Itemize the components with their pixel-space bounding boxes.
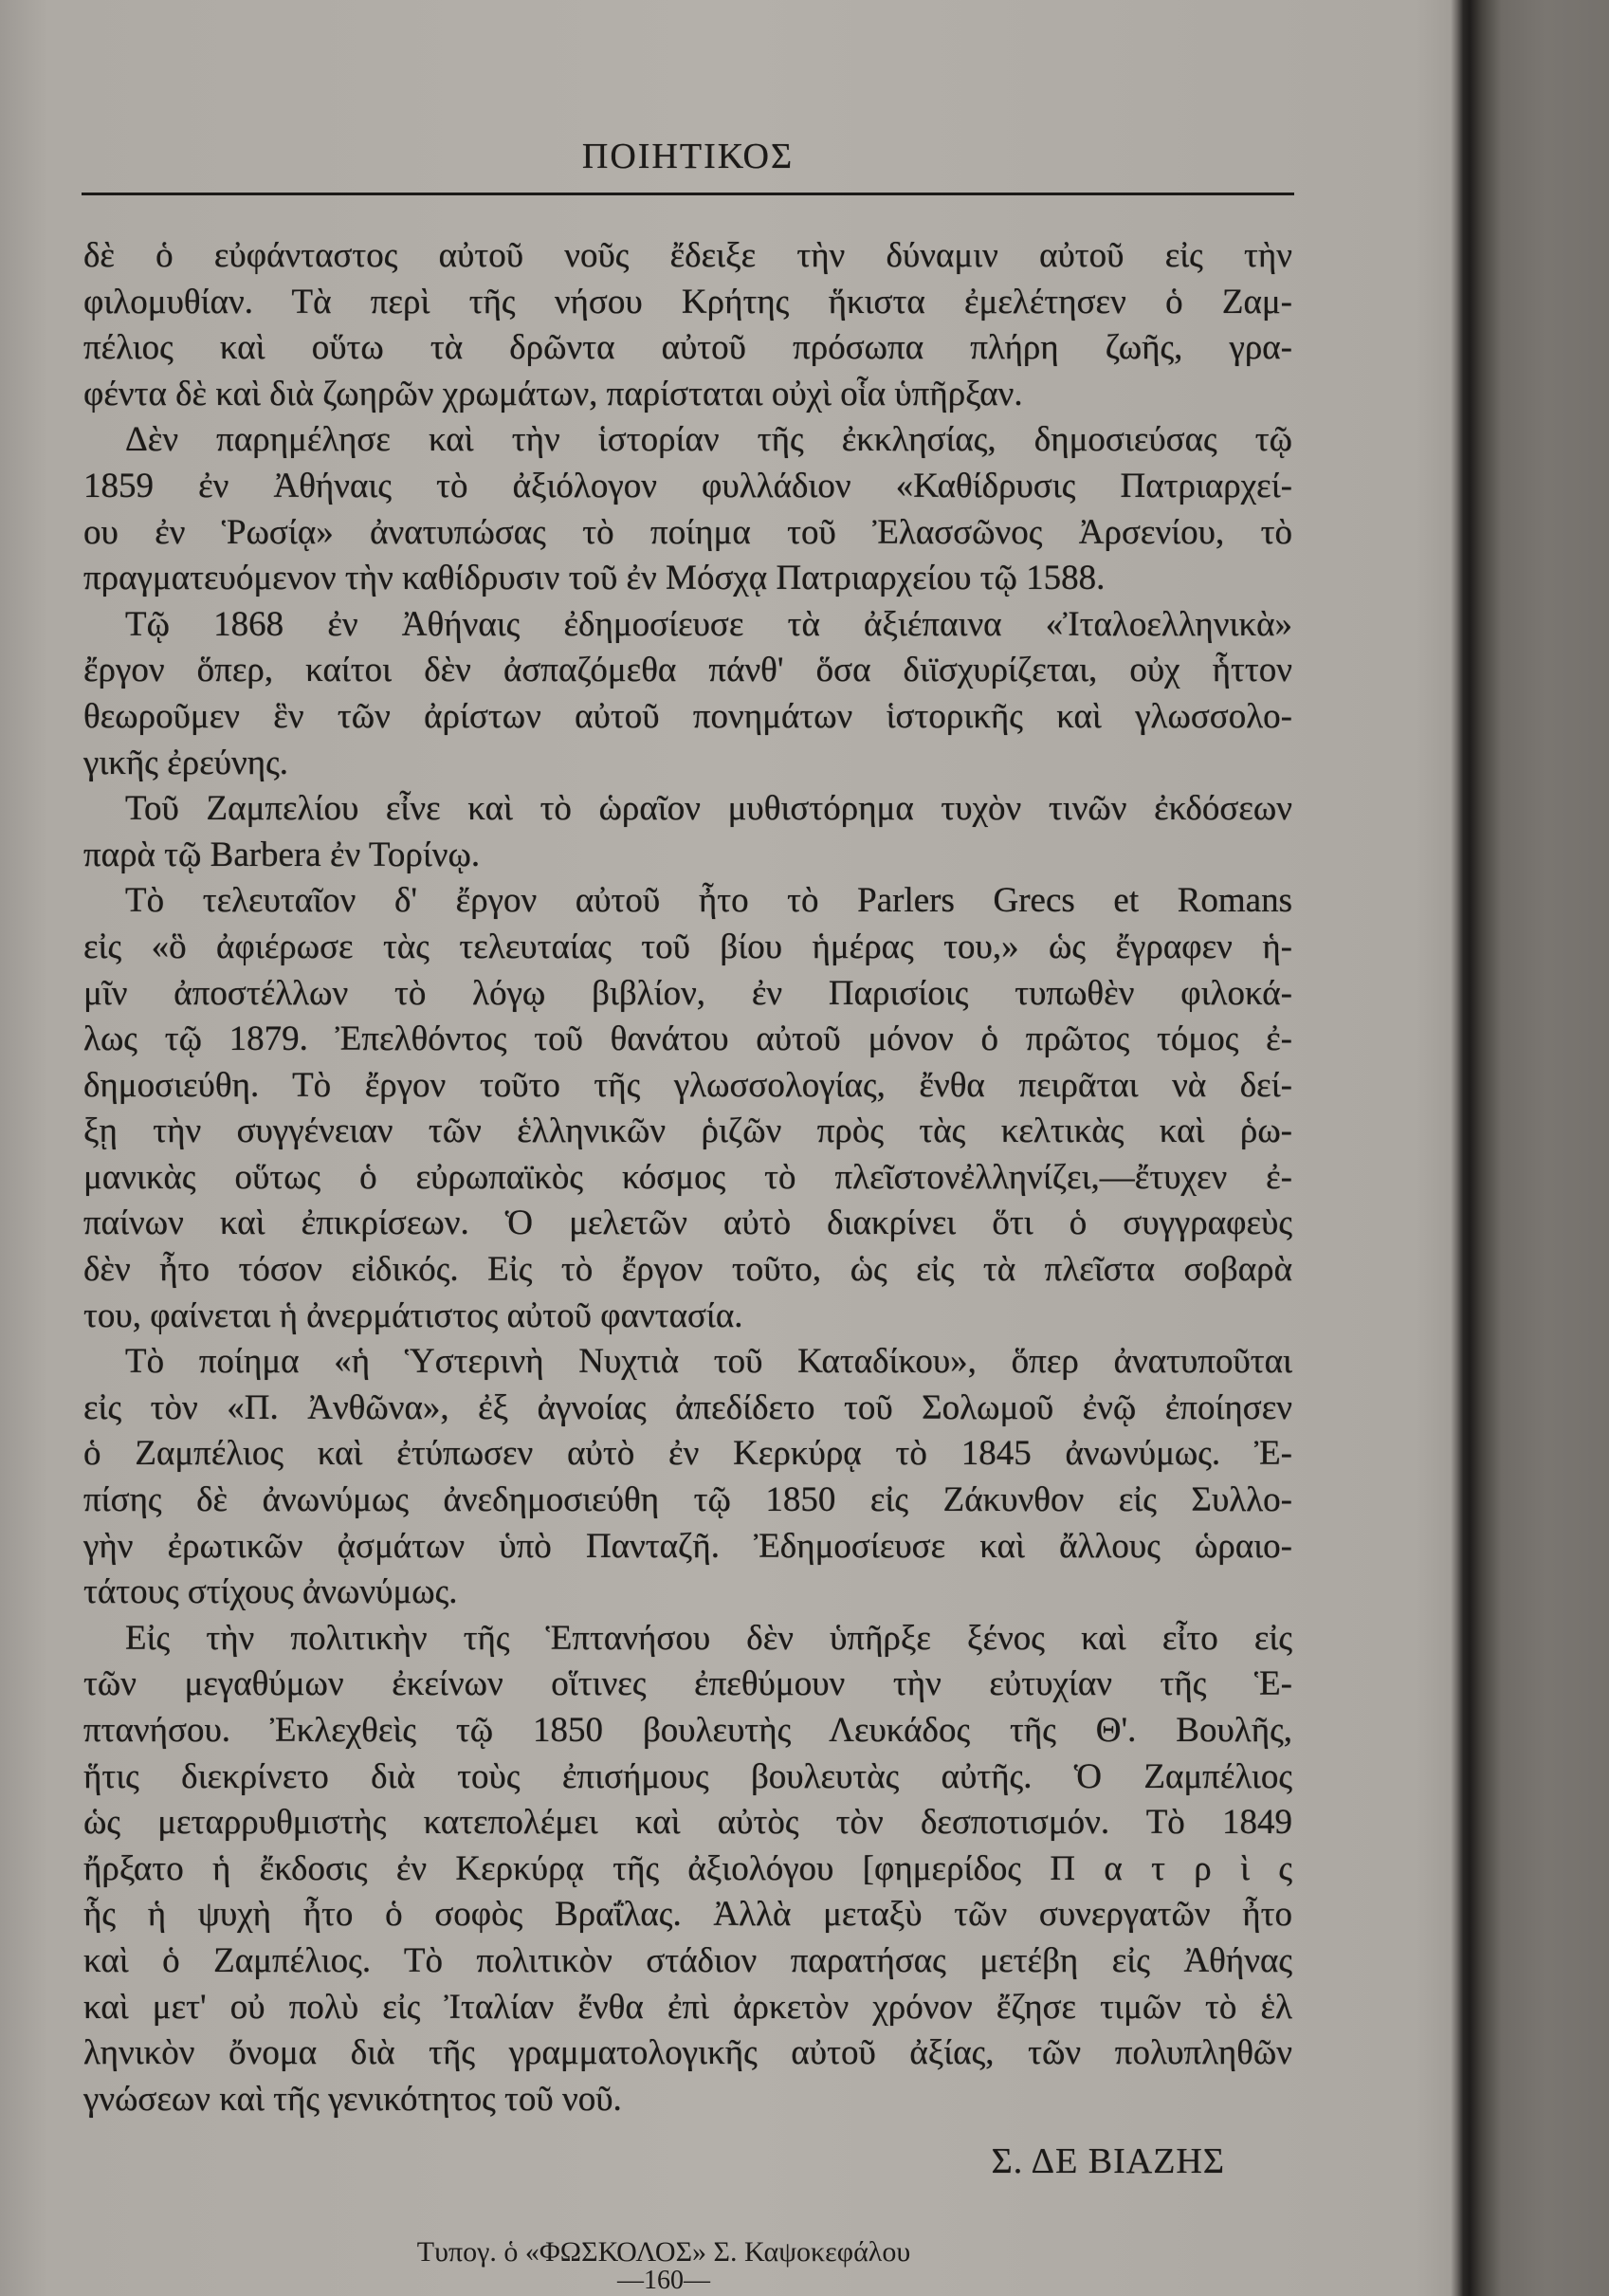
text-line: λως τῷ 1879. Ἐπελθόντος τοῦ θανάτου αὐτοῦ μόνον ὁ πρῶτος τόμος ἐ- xyxy=(83,1019,1292,1059)
text-line: δὲ ὁ εὐφάνταστος αὐτοῦ νοῦς ἔδειξε τὴν δύναμιν αὐτοῦ εἰς τὴν xyxy=(83,236,1292,275)
text-line: θεωροῦμεν ἓν τῶν ἀρίστων αὐτοῦ πονημάτων ἱστορικῆς καὶ γλωσσολο- xyxy=(83,696,1292,736)
text-line: καὶ ὁ Ζαμπέλιος. Τὸ πολιτικὸν στάδιον παρατήσας μετέβη εἰς Ἀθήνας xyxy=(83,1940,1292,1980)
paragraph xyxy=(83,233,1292,417)
binding-shadow xyxy=(1451,0,1609,2296)
text-line: μῖν ἀποστέλλων τὸ λόγῳ βιβλίον, ἐν Παρισίοις τυπωθὲν φιλοκά- xyxy=(83,973,1292,1013)
text-line: παρὰ τῷ Barbera ἐν Τορίνῳ. xyxy=(83,835,481,874)
paragraph xyxy=(83,1616,1292,2123)
printer-imprint: Τυπογ. ὁ «ΦΩΣΚΟΛΟΣ» Σ. Καψοκεφάλου xyxy=(416,2236,911,2268)
text-line: καὶ μετ' οὐ πολὺ εἰς Ἰταλίαν ἔνθα ἐπὶ ἀρκετὸν χρόνον ἔζησε τιμῶν τὸ ἑλ xyxy=(83,1987,1292,2027)
text-line: πίσης δὲ ἀνωνύμως ἀνεδημοσιεύθη τῷ 1850 εἰς Ζάκυνθον εἰς Συλλο- xyxy=(83,1480,1292,1520)
text-line: ὡς μεταρρυθμιστὴς κατεπολέμει καὶ αὐτὸς τὸν δεσποτισμόν. Τὸ 1849 xyxy=(83,1803,1292,1843)
text-line: Τὸ τελευταῖον δ' ἔργον αὐτοῦ ἦτο τὸ Parlers Grecs et Romans xyxy=(125,881,1292,921)
text-line: δημοσιεύθη. Τὸ ἔργον τοῦτο τῆς γλωσσολογίας, ἔνθα πειρᾶται νὰ δεί- xyxy=(83,1065,1292,1105)
text-body xyxy=(83,233,1292,2122)
text-line: γικῆς ἐρεύνης. xyxy=(83,743,289,782)
page-number: —160— xyxy=(617,2266,710,2295)
paragraph xyxy=(83,1339,1292,1616)
text-line: εἰς «ὃ ἀφιέρωσε τὰς τελευταίας τοῦ βίου ἡμέρας του,» ὡς ἔγραφεν ἡ- xyxy=(83,927,1292,966)
text-line: εἰς τὸν «Π. Ἀνθῶνα», ἐξ ἀγνοίας ἀπεδίδετο τοῦ Σολωμοῦ ἐνῷ ἐποίησεν xyxy=(83,1387,1292,1427)
text-line: ἤρξατο ἡ ἔκδοσις ἐν Κερκύρᾳ τῆς ἀξιολόγου [φημερίδος Π α τ ρ ὶ ς xyxy=(83,1848,1292,1888)
text-line: Τοῦ Ζαμπελίου εἶνε καὶ τὸ ὡραῖον μυθιστόρημα τυχὸν τινῶν ἐκδόσεων xyxy=(125,789,1292,829)
text-line: γνώσεων καὶ τῆς γενικότητος τοῦ νοῦ. xyxy=(83,2079,622,2119)
text-line: ἔργον ὅπερ, καίτοι δὲν ἀσπαζόμεθα πάνθ' ὅσα διϊσχυρίζεται, οὐχ ἧττον xyxy=(83,651,1292,690)
text-line: πραγματευόμενον τὴν καθίδρυσιν τοῦ ἐν Μόσχᾳ Πατριαρχείου τῷ 1588. xyxy=(83,559,1106,598)
text-line: του, φαίνεται ἡ ἀνερμάτιστος αὐτοῦ φαντασία. xyxy=(83,1295,743,1335)
text-line: τάτους στίχους ἀνωνύμως. xyxy=(83,1572,458,1612)
text-line: πέλιος καὶ οὕτω τὰ δρῶντα αὐτοῦ πρόσωπα πλήρη ζωῆς, γρα- xyxy=(83,328,1292,368)
text-line: Εἰς τὴν πολιτικὴν τῆς Ἑπτανήσου δὲν ὑπῆρξε ξένος καὶ εἶτο εἰς xyxy=(125,1618,1292,1658)
text-line: ξῃ τὴν συγγένειαν τῶν ἑλληνικῶν ῥιζῶν πρὸς τὰς κελτικὰς καὶ ῥω- xyxy=(83,1111,1292,1151)
text-line: πτανήσου. Ἐκλεχθεὶς τῷ 1850 βουλευτὴς Λευκάδος τῆς Θ'. Βουλῆς, xyxy=(83,1711,1292,1750)
paragraph xyxy=(83,417,1292,601)
text-line: τῶν μεγαθύμων ἐκείνων οἵτινες ἐπεθύμουν τὴν εὐτυχίαν τῆς Ἑ- xyxy=(83,1664,1292,1704)
text-line: ου ἐν Ῥωσίᾳ» ἀνατυπώσας τὸ ποίημα τοῦ Ἐλασσῶνος Ἀρσενίου, τὸ xyxy=(83,512,1292,552)
text-line: 1859 ἐν Ἀθήναις τὸ ἀξιόλογον φυλλάδιον «Καθίδρυσις Πατριαρχεί- xyxy=(83,466,1292,505)
text-line: ὁ Ζαμπέλιος καὶ ἐτύπωσεν αὐτὸ ἐν Κερκύρᾳ τὸ 1845 ἀνωνύμως. Ἐ- xyxy=(83,1434,1292,1474)
text-line: ἥτις διεκρίνετο διὰ τοὺς ἐπισήμους βουλευτὰς αὐτῆς. Ὁ Ζαμπέλιος xyxy=(83,1756,1292,1796)
header-rule xyxy=(82,193,1294,195)
running-head: ΠΟΙΗΤΙΚΟΣ xyxy=(581,137,795,176)
text-line: γὴν ἐρωτικῶν ᾀσμάτων ὑπὸ Πανταζῆ. Ἐδημοσίευσε καὶ ἄλλους ὡραιο- xyxy=(83,1526,1292,1566)
text-line: ἧς ἡ ψυχὴ ἦτο ὁ σοφὸς Βραΐλας. Ἀλλὰ μεταξὺ τῶν συνεργατῶν ἦτο xyxy=(83,1895,1292,1935)
text-line: δὲν ἦτο τόσον εἰδικός. Εἰς τὸ ἔργον τοῦτο, ὡς εἰς τὰ πλεῖστα σοβαρὰ xyxy=(83,1250,1292,1290)
text-line: μανικὰς οὕτως ὁ εὐρωπαϊκὸς κόσμος τὸ πλεῖστονἐλληνίζει,—ἔτυχεν ἐ- xyxy=(83,1157,1292,1197)
text-line: Τῷ 1868 ἐν Ἀθήναις ἐδημοσίευσε τὰ ἀξιέπαινα «Ἰταλοελληνικὰ» xyxy=(125,604,1292,644)
paragraph xyxy=(83,786,1292,878)
text-line: ληνικὸν ὄνομα διὰ τῆς γραμματολογικῆς αὐτοῦ ἀξίας, τῶν πολυπληθῶν xyxy=(83,2033,1292,2073)
paragraph xyxy=(83,878,1292,1339)
paragraph xyxy=(83,602,1292,786)
text-line: φιλομυθίαν. Τὰ περὶ τῆς νήσου Κρήτης ἥκιστα ἐμελέτησεν ὁ Ζαμ- xyxy=(83,282,1292,321)
author-signature: Σ. ΔΕ ΒΙΑΖΗΣ xyxy=(991,2141,1225,2181)
text-line: φέντα δὲ καὶ διὰ ζωηρῶν χρωμάτων, παρίσταται οὐχὶ οἷα ὑπῆρξαν. xyxy=(83,374,1023,413)
text-line: παίνων καὶ ἐπικρίσεων. Ὁ μελετῶν αὐτὸ διακρίνει ὅτι ὁ συγγραφεὺς xyxy=(83,1203,1292,1243)
text-line: Δὲν παρημέλησε καὶ τὴν ἱστορίαν τῆς ἐκκλησίας, δημοσιεύσας τῷ xyxy=(125,420,1292,460)
text-line: Τὸ ποίημα «ἡ Ὑστερινὴ Νυχτιὰ τοῦ Καταδίκου», ὅπερ ἀνατυποῦται xyxy=(125,1342,1292,1382)
